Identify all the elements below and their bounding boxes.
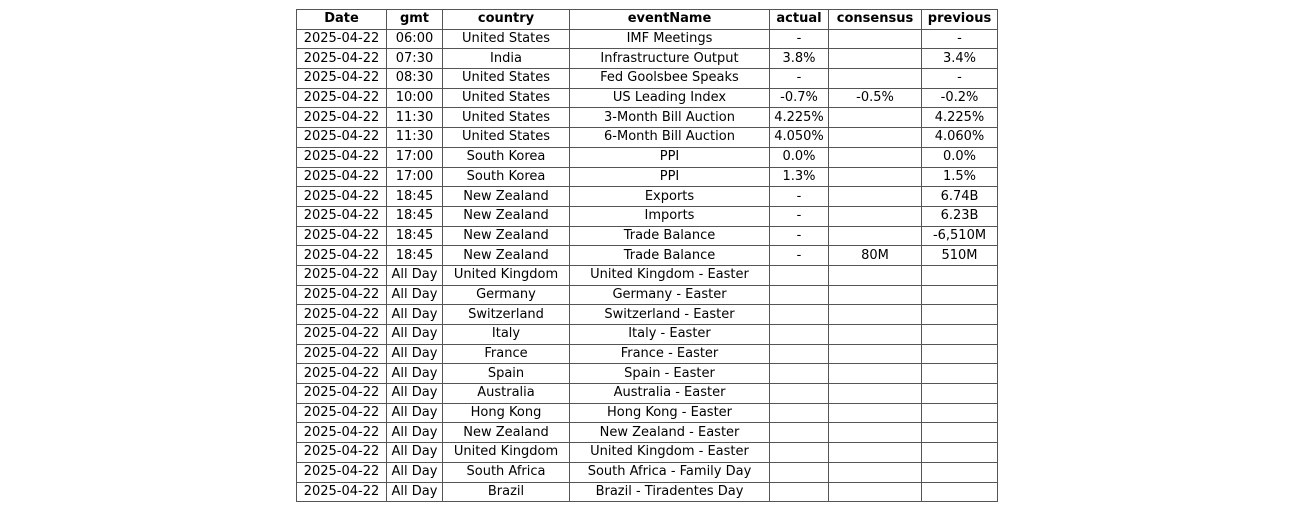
cell-date: 2025-04-22 xyxy=(297,167,387,187)
cell-gmt: All Day xyxy=(387,462,443,482)
cell-date: 2025-04-22 xyxy=(297,147,387,167)
cell-date: 2025-04-22 xyxy=(297,88,387,108)
cell-previous: 3.4% xyxy=(922,49,998,69)
cell-previous: 6.74B xyxy=(922,187,998,207)
cell-gmt: All Day xyxy=(387,325,443,345)
cell-previous xyxy=(922,265,998,285)
cell-previous: -0.2% xyxy=(922,88,998,108)
cell-country: Switzerland xyxy=(443,305,570,325)
cell-date: 2025-04-22 xyxy=(297,443,387,463)
table-body xyxy=(297,29,998,502)
header-row xyxy=(297,10,998,30)
table-row xyxy=(297,29,998,49)
cell-actual xyxy=(770,443,829,463)
cell-country: United Kingdom xyxy=(443,265,570,285)
cell-country: Italy xyxy=(443,325,570,345)
cell-date: 2025-04-22 xyxy=(297,384,387,404)
cell-country: New Zealand xyxy=(443,206,570,226)
table-row xyxy=(297,344,998,364)
cell-previous xyxy=(922,305,998,325)
cell-date: 2025-04-22 xyxy=(297,108,387,128)
cell-gmt: 18:45 xyxy=(387,246,443,266)
cell-event-name: Imports xyxy=(570,206,770,226)
cell-country: New Zealand xyxy=(443,226,570,246)
header-event-name: eventName xyxy=(570,10,770,30)
cell-date: 2025-04-22 xyxy=(297,305,387,325)
cell-event-name: Germany - Easter xyxy=(570,285,770,305)
cell-gmt: All Day xyxy=(387,305,443,325)
cell-event-name: United Kingdom - Easter xyxy=(570,265,770,285)
cell-actual xyxy=(770,364,829,384)
cell-previous: 510M xyxy=(922,246,998,266)
table-row xyxy=(297,226,998,246)
cell-country: United States xyxy=(443,88,570,108)
cell-consensus xyxy=(829,226,922,246)
cell-gmt: All Day xyxy=(387,344,443,364)
cell-actual: - xyxy=(770,246,829,266)
cell-previous: 1.5% xyxy=(922,167,998,187)
cell-country: New Zealand xyxy=(443,246,570,266)
cell-date: 2025-04-22 xyxy=(297,69,387,89)
cell-actual: 1.3% xyxy=(770,167,829,187)
table-row xyxy=(297,325,998,345)
cell-date: 2025-04-22 xyxy=(297,344,387,364)
cell-gmt: All Day xyxy=(387,403,443,423)
cell-actual xyxy=(770,462,829,482)
cell-gmt: All Day xyxy=(387,384,443,404)
cell-date: 2025-04-22 xyxy=(297,128,387,148)
cell-gmt: 10:00 xyxy=(387,88,443,108)
cell-country: South Korea xyxy=(443,167,570,187)
table-row xyxy=(297,384,998,404)
cell-event-name: Australia - Easter xyxy=(570,384,770,404)
cell-consensus xyxy=(829,167,922,187)
table-header xyxy=(297,10,998,30)
cell-actual: 4.225% xyxy=(770,108,829,128)
cell-country: France xyxy=(443,344,570,364)
cell-event-name: Brazil - Tiradentes Day xyxy=(570,482,770,502)
cell-date: 2025-04-22 xyxy=(297,187,387,207)
cell-actual: -0.7% xyxy=(770,88,829,108)
cell-consensus xyxy=(829,325,922,345)
cell-consensus xyxy=(829,403,922,423)
cell-actual: 3.8% xyxy=(770,49,829,69)
cell-country: South Africa xyxy=(443,462,570,482)
header-gmt: gmt xyxy=(387,10,443,30)
table-row xyxy=(297,246,998,266)
cell-consensus: -0.5% xyxy=(829,88,922,108)
cell-event-name: New Zealand - Easter xyxy=(570,423,770,443)
cell-actual xyxy=(770,344,829,364)
cell-previous: -6,510M xyxy=(922,226,998,246)
table-row xyxy=(297,265,998,285)
cell-date: 2025-04-22 xyxy=(297,206,387,226)
cell-consensus xyxy=(829,147,922,167)
cell-consensus xyxy=(829,344,922,364)
cell-actual: - xyxy=(770,187,829,207)
cell-gmt: 18:45 xyxy=(387,206,443,226)
cell-consensus xyxy=(829,128,922,148)
cell-date: 2025-04-22 xyxy=(297,423,387,443)
cell-actual: - xyxy=(770,206,829,226)
cell-gmt: All Day xyxy=(387,285,443,305)
cell-previous: - xyxy=(922,29,998,49)
cell-previous xyxy=(922,344,998,364)
cell-country: United States xyxy=(443,29,570,49)
cell-gmt: 17:00 xyxy=(387,167,443,187)
cell-actual xyxy=(770,305,829,325)
cell-previous: 0.0% xyxy=(922,147,998,167)
cell-country: United States xyxy=(443,69,570,89)
cell-previous xyxy=(922,462,998,482)
table-row xyxy=(297,443,998,463)
cell-gmt: 07:30 xyxy=(387,49,443,69)
cell-country: South Korea xyxy=(443,147,570,167)
cell-date: 2025-04-22 xyxy=(297,403,387,423)
cell-event-name: 6-Month Bill Auction xyxy=(570,128,770,148)
cell-consensus xyxy=(829,305,922,325)
cell-country: New Zealand xyxy=(443,187,570,207)
cell-country: United States xyxy=(443,108,570,128)
cell-gmt: 11:30 xyxy=(387,128,443,148)
header-previous: previous xyxy=(922,10,998,30)
cell-gmt: 17:00 xyxy=(387,147,443,167)
cell-gmt: 06:00 xyxy=(387,29,443,49)
cell-gmt: All Day xyxy=(387,364,443,384)
cell-actual xyxy=(770,325,829,345)
cell-date: 2025-04-22 xyxy=(297,29,387,49)
table-row xyxy=(297,285,998,305)
table-row xyxy=(297,364,998,384)
cell-consensus xyxy=(829,29,922,49)
cell-date: 2025-04-22 xyxy=(297,285,387,305)
cell-date: 2025-04-22 xyxy=(297,246,387,266)
cell-gmt: 18:45 xyxy=(387,226,443,246)
cell-gmt: 08:30 xyxy=(387,69,443,89)
header-country: country xyxy=(443,10,570,30)
cell-previous xyxy=(922,364,998,384)
cell-actual xyxy=(770,423,829,443)
cell-consensus xyxy=(829,384,922,404)
cell-consensus xyxy=(829,49,922,69)
cell-previous xyxy=(922,482,998,502)
cell-country: Brazil xyxy=(443,482,570,502)
cell-actual: 4.050% xyxy=(770,128,829,148)
table-row xyxy=(297,206,998,226)
cell-actual xyxy=(770,403,829,423)
table-row xyxy=(297,128,998,148)
cell-country: Germany xyxy=(443,285,570,305)
cell-gmt: All Day xyxy=(387,482,443,502)
cell-consensus xyxy=(829,206,922,226)
cell-consensus xyxy=(829,265,922,285)
table-row xyxy=(297,167,998,187)
cell-consensus xyxy=(829,364,922,384)
cell-date: 2025-04-22 xyxy=(297,325,387,345)
cell-previous xyxy=(922,403,998,423)
cell-gmt: All Day xyxy=(387,443,443,463)
cell-previous xyxy=(922,285,998,305)
cell-gmt: All Day xyxy=(387,423,443,443)
cell-event-name: Fed Goolsbee Speaks xyxy=(570,69,770,89)
cell-event-name: PPI xyxy=(570,147,770,167)
cell-consensus: 80M xyxy=(829,246,922,266)
cell-actual: 0.0% xyxy=(770,147,829,167)
cell-event-name: Italy - Easter xyxy=(570,325,770,345)
cell-date: 2025-04-22 xyxy=(297,265,387,285)
cell-event-name: Spain - Easter xyxy=(570,364,770,384)
cell-gmt: 11:30 xyxy=(387,108,443,128)
cell-date: 2025-04-22 xyxy=(297,364,387,384)
cell-event-name: Trade Balance xyxy=(570,246,770,266)
cell-actual: - xyxy=(770,69,829,89)
cell-event-name: Infrastructure Output xyxy=(570,49,770,69)
cell-consensus xyxy=(829,187,922,207)
cell-consensus xyxy=(829,108,922,128)
cell-consensus xyxy=(829,285,922,305)
cell-date: 2025-04-22 xyxy=(297,226,387,246)
cell-previous: 6.23B xyxy=(922,206,998,226)
cell-consensus xyxy=(829,423,922,443)
cell-country: United States xyxy=(443,128,570,148)
cell-event-name: Switzerland - Easter xyxy=(570,305,770,325)
table-row xyxy=(297,187,998,207)
cell-actual: - xyxy=(770,29,829,49)
table-row xyxy=(297,305,998,325)
table-row xyxy=(297,108,998,128)
header-actual: actual xyxy=(770,10,829,30)
cell-event-name: 3-Month Bill Auction xyxy=(570,108,770,128)
cell-actual: - xyxy=(770,226,829,246)
table-row xyxy=(297,423,998,443)
cell-previous: 4.225% xyxy=(922,108,998,128)
cell-previous: 4.060% xyxy=(922,128,998,148)
cell-actual xyxy=(770,384,829,404)
cell-country: United Kingdom xyxy=(443,443,570,463)
table-row xyxy=(297,482,998,502)
cell-actual xyxy=(770,265,829,285)
cell-date: 2025-04-22 xyxy=(297,462,387,482)
table-row xyxy=(297,69,998,89)
header-consensus: consensus xyxy=(829,10,922,30)
cell-date: 2025-04-22 xyxy=(297,49,387,69)
table-row xyxy=(297,147,998,167)
cell-event-name: US Leading Index xyxy=(570,88,770,108)
cell-gmt: 18:45 xyxy=(387,187,443,207)
cell-previous xyxy=(922,423,998,443)
table-row xyxy=(297,403,998,423)
cell-event-name: Hong Kong - Easter xyxy=(570,403,770,423)
cell-consensus xyxy=(829,462,922,482)
cell-consensus xyxy=(829,69,922,89)
cell-consensus xyxy=(829,482,922,502)
cell-date: 2025-04-22 xyxy=(297,482,387,502)
cell-event-name: Trade Balance xyxy=(570,226,770,246)
cell-event-name: IMF Meetings xyxy=(570,29,770,49)
cell-country: Spain xyxy=(443,364,570,384)
cell-previous xyxy=(922,443,998,463)
cell-country: India xyxy=(443,49,570,69)
cell-event-name: PPI xyxy=(570,167,770,187)
cell-event-name: South Africa - Family Day xyxy=(570,462,770,482)
cell-event-name: France - Easter xyxy=(570,344,770,364)
cell-previous xyxy=(922,384,998,404)
cell-event-name: United Kingdom - Easter xyxy=(570,443,770,463)
cell-previous: - xyxy=(922,69,998,89)
cell-country: New Zealand xyxy=(443,423,570,443)
cell-gmt: All Day xyxy=(387,265,443,285)
table-row xyxy=(297,49,998,69)
table-row xyxy=(297,462,998,482)
cell-previous xyxy=(922,325,998,345)
cell-consensus xyxy=(829,443,922,463)
cell-country: Hong Kong xyxy=(443,403,570,423)
cell-actual xyxy=(770,285,829,305)
cell-country: Australia xyxy=(443,384,570,404)
header-date: Date xyxy=(297,10,387,30)
cell-actual xyxy=(770,482,829,502)
economic-calendar-table xyxy=(296,9,998,502)
cell-event-name: Exports xyxy=(570,187,770,207)
table-row xyxy=(297,88,998,108)
